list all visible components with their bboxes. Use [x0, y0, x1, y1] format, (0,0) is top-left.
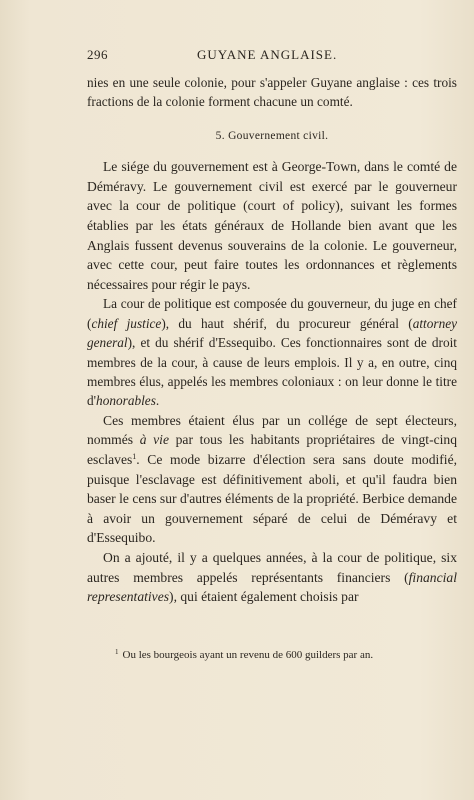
running-header: [87, 47, 455, 65]
footnote: [87, 648, 457, 662]
text-run: Ces membres étaient élus par un collége de sept électeurs, nommés: [87, 412, 457, 448]
text-run: par tous les habitants propriétaires de vingt-cinq esclaves: [87, 432, 457, 467]
text-run: La cour de politique est composée du gouverneur, du juge en chef (: [87, 296, 457, 331]
paragraph: [87, 548, 457, 607]
text-run: ), du haut shérif, du procureur général (: [161, 315, 413, 331]
footnote-text: Ou les bourgeois ayant un revenu de 600 guilders par an.: [122, 649, 374, 661]
italic-term: financial representatives: [87, 569, 457, 605]
text-run: ), qui étaient également choisis par: [169, 589, 359, 605]
italic-term: à vie: [139, 432, 169, 448]
italic-term: chief justice: [91, 315, 162, 331]
text-run: . Ce mode bizarre d'élection sera sans doute modifié, puisque l'esclavage est définitivement aboli, et qu'il faudra bien baser le cens sur d'autres éléments de la propriété. Berbice demande à avoir un gouvernement séparé de celui de Déméravy et d'Essequibo.: [87, 452, 457, 546]
paragraph: [87, 157, 457, 294]
paragraph: [87, 411, 457, 548]
paragraph: [87, 294, 457, 410]
page-number: 296: [87, 47, 108, 62]
footnote-marker: 1: [115, 648, 119, 656]
italic-term: attorney general: [87, 315, 458, 351]
italic-term: honorables: [96, 393, 156, 409]
paragraph-text: Le siége du gouvernement est à George-Town, dans le comté de Déméravy. Le gouvernement civil est exercé par le gouverneur avec la cour de politique (court of policy), suivant les formes établies par les états généraux de Hollande bien avant que les Anglais fussent devenus souverains de la colonie. Le gouverneur, avec cette cour, peut faire toutes les ordonnances et règlements nécessaires pour régir le pays.: [87, 159, 457, 292]
text-run: .: [155, 393, 160, 409]
running-title: GUYANE ANGLAISE.: [197, 47, 338, 62]
text-run: ), et du shérif d'Essequibo. Ces fonctionnaires sont de droit membres de la cour, à cause de leurs emplois. Il y a, en outre, cinq membres élus, appelés les membres coloniaux : on leur donne le titre d': [87, 335, 457, 409]
section-heading: 5. Gouvernement civil.: [215, 129, 329, 142]
paragraph-continued: nies en une seule colonie, pour s'appeler Guyane anglaise : ces trois fractions de la colonie forment chacune un comté.: [87, 75, 457, 110]
page-body: [87, 73, 457, 607]
footnote-reference[interactable]: 1: [132, 452, 137, 461]
text-run: On a ajouté, il y a quelques années, à la cour de politique, six autres membres appelés représentants financiers (: [87, 549, 457, 585]
